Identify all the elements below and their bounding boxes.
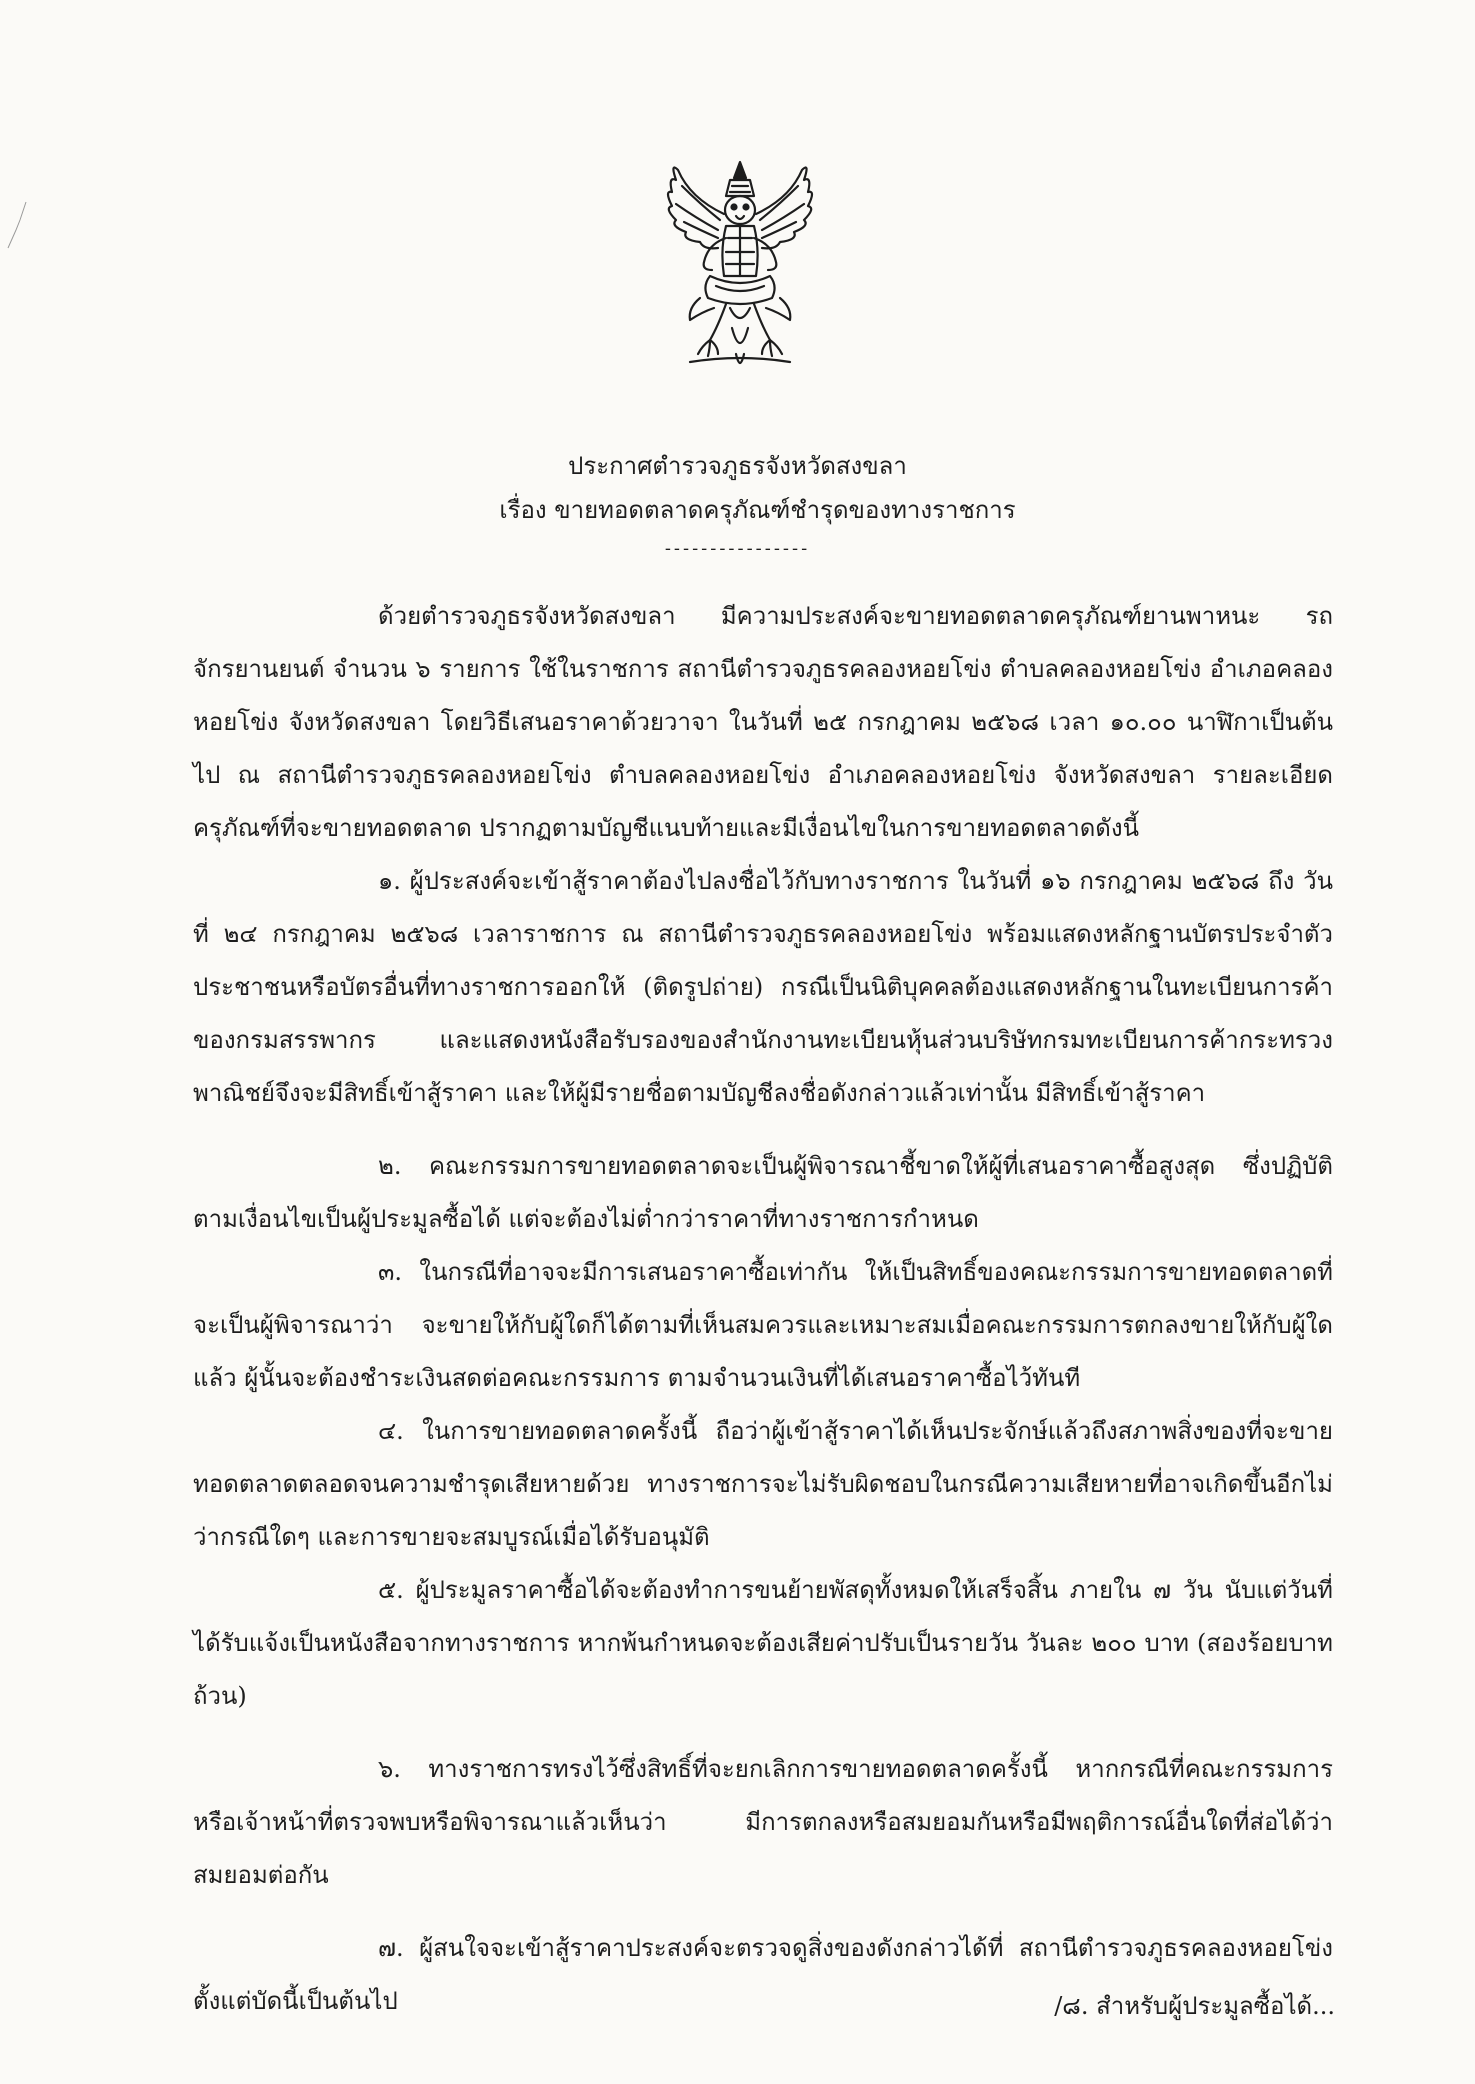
condition-4: ๔. ในการขายทอดตลาดครั้งนี้ ถือว่าผู้เข้าสู้ราคาได้เห็นประจักษ์แล้วถึงสภาพสิ่งของที่จะขายทอดตลาดตลอดจนความชำรุดเสียหายด้วย ทางราชการจะไม่รับผิดชอบในกรณีความเสียหายที่อาจเกิดขึ้นอีกไม่ว่ากรณีใดๆ และการขายจะสมบูรณ์เมื่อได้รับอนุมัติ <box>193 1417 1333 1551</box>
announcement-body <box>193 590 1333 2028</box>
garuda-emblem-icon <box>660 158 820 378</box>
condition-1: ๑. ผู้ประสงค์จะเข้าสู้ราคาต้องไปลงชื่อไว้กับทางราชการ ในวันที่ ๑๖ กรกฎาคม ๒๕๖๘ ถึง วันที่ ๒๔ กรกฎาคม ๒๕๖๘ เวลาราชการ ณ สถานีตำรวจภูธรคลองหอยโข่ง พร้อมแสดงหลักฐานบัตรประจำตัวประชาชนหรือบัตรอื่นที่ทางราชการออกให้ (ติดรูปถ่าย) กรณีเป็นนิติบุคคลต้องแสดงหลักฐานในทะเบียนการค้าของกรมสรรพากร และแสดงหนังสือรับรองของสำนักงานทะเบียนหุ้นส่วนบริษัทกรมทะเบียนการค้ากระทรวงพาณิชย์จึงจะมีสิทธิ์เข้าสู้ราคา และให้ผู้มีรายชื่อตามบัญชีลงชื่อดังกล่าวแล้วเท่านั้น มีสิทธิ์เข้าสู้ราคา <box>193 867 1334 1107</box>
condition-7: ๗. ผู้สนใจจะเข้าสู้ราคาประสงค์จะตรวจดูสิ่งของดังกล่าวได้ที่ สถานีตำรวจภูธรคลองหอยโข่ง ตั้งแต่บัดนี้เป็นต้นไป <box>193 1934 1333 2015</box>
condition-3: ๓. ในกรณีที่อาจจะมีการเสนอราคาซื้อเท่ากัน ให้เป็นสิทธิ์ของคณะกรรมการขายทอดตลาดที่จะเป็นผู้พิจารณาว่า จะขายให้กับผู้ใดก็ได้ตามที่เห็นสมควรและเหมาะสมเมื่อคณะกรรมการตกลงขายให้กับผู้ใดแล้ว ผู้นั้นจะต้องชำระเงินสดต่อคณะกรรมการ ตามจำนวนเงินที่ได้เสนอราคาซื้อไว้ทันที <box>193 1258 1333 1392</box>
title-divider: ---------------- <box>664 538 811 559</box>
condition-6: ๖. ทางราชการทรงไว้ซึ่งสิทธิ์ที่จะยกเลิกการขายทอดตลาดครั้งนี้ หากกรณีที่คณะกรรมการหรือเจ้าหน้าที่ตรวจพบหรือพิจารณาแล้วเห็นว่า มีการตกลงหรือสมยอมกันหรือมีพฤติการณ์อื่นใดที่ส่อได้ว่าสมยอมต่อกัน <box>193 1755 1333 1889</box>
announcement-subject: เรื่อง ขายทอดตลาดครุภัณฑ์ชำรุดของทางราชการ <box>499 496 1016 524</box>
condition-2: ๒. คณะกรรมการขายทอดตลาดจะเป็นผู้พิจารณาชี้ขาดให้ผู้ที่เสนอราคาซื้อสูงสุด ซึ่งปฏิบัติตามเงื่อนไขเป็นผู้ประมูลซื้อได้ แต่จะต้องไม่ต่ำกว่าราคาที่ทางราชการกำหนด <box>193 1152 1333 1233</box>
announcement-title: ประกาศตำรวจภูธรจังหวัดสงขลา <box>568 452 907 480</box>
continued-on-next-page: /๘. สำหรับผู้ประมูลซื้อได้... <box>1054 1992 1335 2020</box>
intro-paragraph: ด้วยตำรวจภูธรจังหวัดสงขลา มีความประสงค์จะขายทอดตลาดครุภัณฑ์ยานพาหนะ รถจักรยานยนต์ จำนวน ๖ รายการ ใช้ในราชการ สถานีตำรวจภูธรคลองหอยโข่ง ตำบลคลองหอยโข่ง อำเภอคลองหอยโข่ง จังหวัดสงขลา โดยวิธีเสนอราคาด้วยวาจา ในวันที่ ๒๕ กรกฎาคม ๒๕๖๘ เวลา ๑๐.๐๐ นาฬิกาเป็นต้นไป ณ สถานีตำรวจภูธรคลองหอยโข่ง ตำบลคลองหอยโข่ง อำเภอคลองหอยโข่ง จังหวัดสงขลา รายละเอียดครุภัณฑ์ที่จะขายทอดตลาด ปรากฏตามบัญชีแนบท้ายและมีเงื่อนไขในการขายทอดตลาดดังนี้ <box>193 602 1333 842</box>
condition-5: ๕. ผู้ประมูลราคาซื้อได้จะต้องทำการขนย้ายพัสดุทั้งหมดให้เสร็จสิ้น ภายใน ๗ วัน นับแต่วันที่ได้รับแจ้งเป็นหนังสือจากทางราชการ หากพ้นกำหนดจะต้องเสียค่าปรับเป็นรายวัน วันละ ๒๐๐ บาท (สองร้อยบาทถ้วน) <box>193 1576 1333 1710</box>
scan-artifact-icon <box>6 190 32 250</box>
